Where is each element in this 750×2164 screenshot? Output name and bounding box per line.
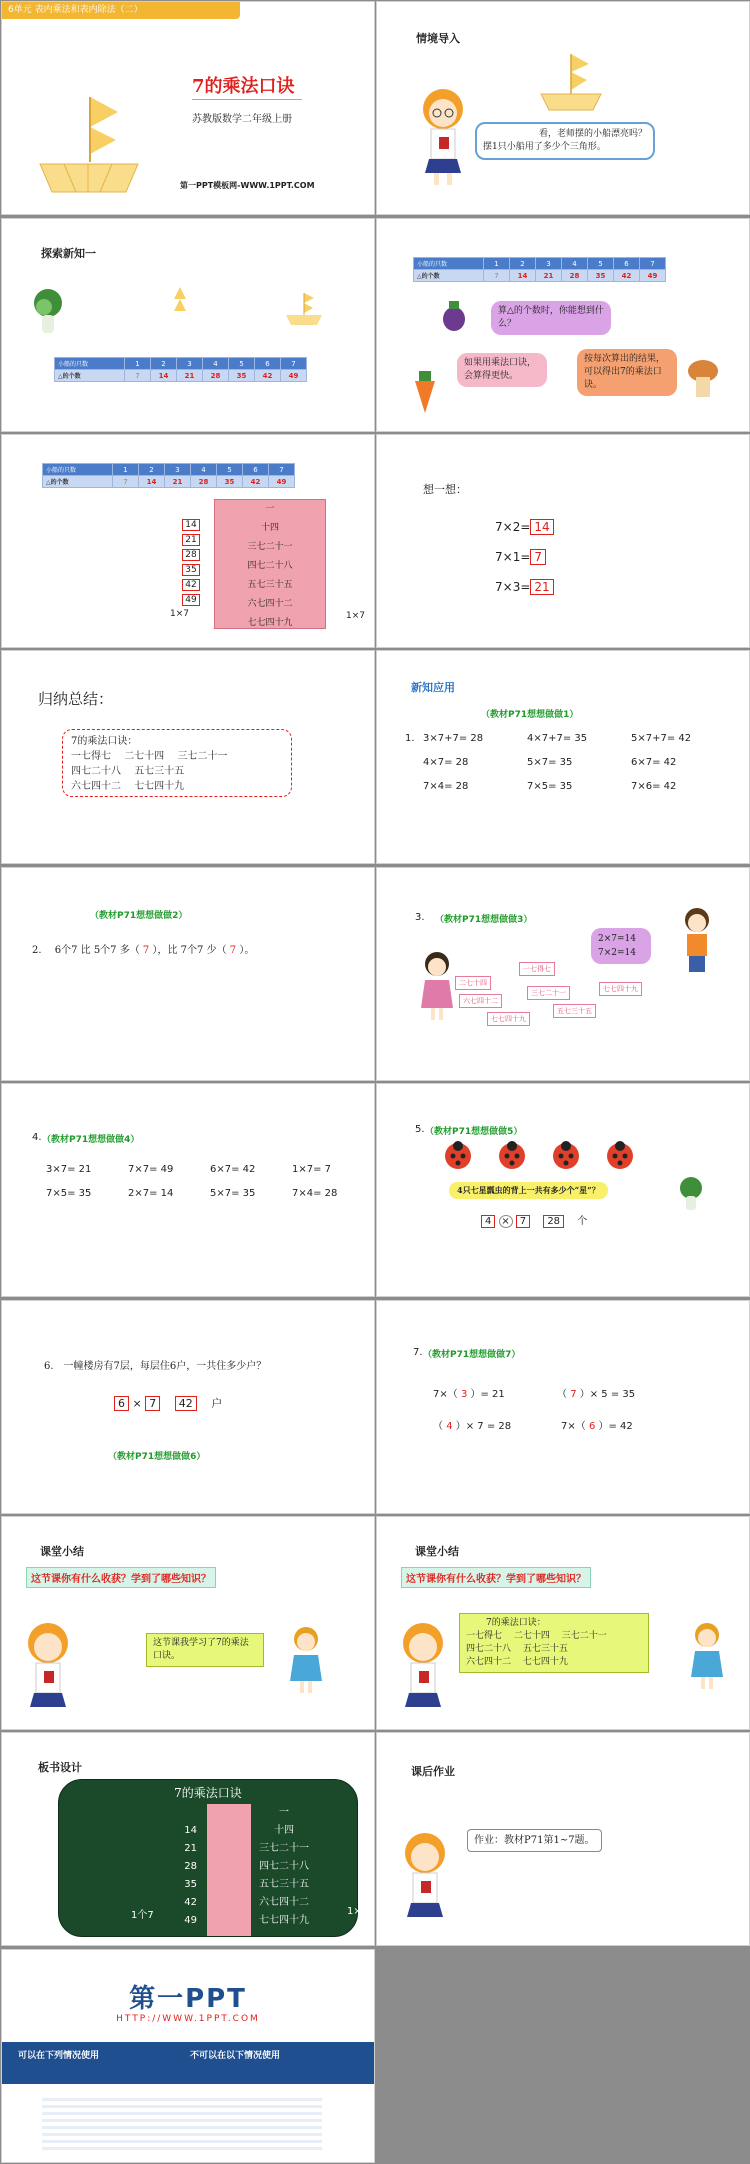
teacher-figure xyxy=(395,1621,450,1721)
table-cell: 42 xyxy=(614,270,640,282)
bubble-line: 7×2=14 xyxy=(598,948,636,958)
table-cell: 3 xyxy=(177,358,203,370)
table-cell: 7 xyxy=(113,476,139,488)
exercise-number: 3. xyxy=(415,912,425,923)
table-header: △的个数 xyxy=(414,270,484,282)
table-header: 小船的只数 xyxy=(43,464,113,476)
boy-figure xyxy=(677,906,717,976)
table-cell: 42 xyxy=(243,476,269,488)
fill-blank: （ 4 ）× 7 = 28 xyxy=(433,1421,512,1432)
rhyme-row: 一七得七 二七十四 三七二十一 xyxy=(466,1631,607,1641)
equation: 1×7= 7 xyxy=(292,1164,332,1175)
bubble-line: 看，老师摆的小船漂亮吗？ xyxy=(538,129,647,139)
fill-blank: （ 7 ）× 5 = 35 xyxy=(557,1389,636,1400)
table-cell: 28 xyxy=(562,270,588,282)
answer-box: 21 xyxy=(530,579,553,595)
equation: 3×7= 21 xyxy=(46,1164,92,1175)
table-cell: 14 xyxy=(139,476,165,488)
table-cell: 49 xyxy=(640,270,666,282)
girl-figure xyxy=(687,1621,727,1693)
table-cell: 4 xyxy=(191,464,217,476)
slide-class-summary-1[interactable] xyxy=(1,1516,375,1730)
can-use-title: 可以在下列情况使用 xyxy=(18,2051,100,2061)
table-cell: 5 xyxy=(588,258,614,270)
sailboat-icon xyxy=(284,291,324,327)
rhyme-head: 7的乘法口诀： xyxy=(486,1618,546,1628)
usage-band xyxy=(2,2042,375,2084)
table-cell: 3 xyxy=(536,258,562,270)
equation: 7×6= 42 xyxy=(631,781,677,792)
lesson-title: 7的乘法口诀 xyxy=(192,76,295,97)
answer-box: 7 xyxy=(530,549,546,565)
product-cell: 14 xyxy=(184,1825,197,1836)
orange-bubble: 按每次算出的结果，可以得出7的乘法口诀。 xyxy=(577,349,677,396)
product-cell: 28 xyxy=(182,549,200,561)
equation-row: 7×3= 21 xyxy=(495,579,554,595)
equation: 7×5= 35 xyxy=(46,1188,92,1199)
boat-table xyxy=(413,257,666,282)
product-cell: 49 xyxy=(184,1915,197,1926)
equation: 6×7= 42 xyxy=(631,757,677,768)
slide-explore[interactable] xyxy=(1,218,375,432)
table-cell: 7 xyxy=(640,258,666,270)
answer-box: 28 xyxy=(543,1215,564,1228)
clipped-label: 1×7 xyxy=(346,611,365,621)
rhyme-line: 一 xyxy=(265,504,275,514)
equation: 6×7= 42 xyxy=(210,1164,256,1175)
rhyme-line: 五七三十五 xyxy=(259,1879,309,1890)
equation-row: 7×1= 7 xyxy=(495,549,546,565)
equation: 3×7+7= 28 xyxy=(423,733,484,744)
rhyme-card[interactable]: 七七四十九 xyxy=(487,1012,530,1026)
boat-table xyxy=(54,357,307,382)
slide-summary[interactable] xyxy=(1,650,375,864)
think-title: 想一想： xyxy=(423,483,467,496)
table-header: 小船的只数 xyxy=(55,358,125,370)
section-label: 板书设计 xyxy=(38,1761,82,1774)
slide-apply-4[interactable] xyxy=(1,1083,375,1297)
rhyme-summary-box xyxy=(62,729,292,797)
answer-box: 7 xyxy=(145,1396,160,1411)
equation: 5×7+7= 42 xyxy=(631,733,692,744)
product-cell: 42 xyxy=(182,579,200,591)
carrot-icon xyxy=(411,369,439,413)
section-label: 探索新知一 xyxy=(41,247,96,260)
equation: 5×7= 35 xyxy=(210,1188,256,1199)
answer-row: 6 × 7 42 户 xyxy=(114,1395,222,1411)
section-label: 新知应用 xyxy=(411,681,455,694)
table-cell: 7 xyxy=(484,270,510,282)
teacher-figure xyxy=(20,1621,75,1721)
table-cell: 7 xyxy=(269,464,295,476)
rhyme-line: 十四 xyxy=(274,1825,294,1836)
rhyme-row: 一七得七 二七十四 三七二十一 xyxy=(71,751,228,762)
table-cell: 42 xyxy=(255,370,281,382)
question-line: 6. 一幢楼房有7层，每层住6户，一共住多少户？ xyxy=(44,1361,267,1372)
slide-apply-6[interactable] xyxy=(1,1300,375,1514)
slide-apply-3[interactable] xyxy=(376,867,750,1081)
summary-title: 归纳总结： xyxy=(38,690,114,708)
table-cell: 49 xyxy=(281,370,307,382)
section-label: 课堂小结 xyxy=(415,1545,459,1558)
rhyme-line: 三七二十一 xyxy=(259,1843,309,1854)
rhyme-line: 十四 xyxy=(260,523,279,533)
product-cell: 35 xyxy=(182,564,200,576)
slide-class-summary-2[interactable] xyxy=(376,1516,750,1730)
slide-apply-1[interactable] xyxy=(376,650,750,864)
slide-apply-5[interactable] xyxy=(376,1083,750,1297)
table-cell: 5 xyxy=(217,464,243,476)
table-cell: 14 xyxy=(510,270,536,282)
product-cell: 28 xyxy=(184,1861,197,1872)
site-credit: 第一PPT模板网-WWW.1PPT.COM xyxy=(180,181,315,190)
girl-figure xyxy=(286,1625,326,1697)
product-cell: 49 xyxy=(182,594,200,606)
table-cell: 7 xyxy=(281,358,307,370)
fill-blank: 7×（ 3 ）= 21 xyxy=(433,1389,505,1400)
pink-bubble: 如果用乘法口诀，会算得更快。 xyxy=(457,353,547,387)
slide-multiplication-table[interactable] xyxy=(1,434,375,648)
product-cell: 42 xyxy=(184,1897,197,1908)
answer: 7 xyxy=(142,945,150,956)
exercise-number: 4. xyxy=(32,1132,42,1143)
lesson-subtitle: 苏教版数学二年级上册 xyxy=(192,114,292,125)
table-header: △的个数 xyxy=(55,370,125,382)
product-column xyxy=(182,519,200,609)
table-cell: 3 xyxy=(165,464,191,476)
board-left-note: 1个7 xyxy=(131,1910,154,1921)
rhyme-line: 七七四十九 xyxy=(259,1915,309,1926)
exercise-ref: （教材P71想想做做4） xyxy=(42,1135,140,1145)
section-label: 情境导入 xyxy=(416,32,460,45)
fill-blank: 7×（ 6 ）= 42 xyxy=(561,1421,633,1432)
table-cell: 21 xyxy=(177,370,203,382)
purple-bubble: 算△的个数时，你能想到什么？ xyxy=(491,301,611,335)
table-cell: 1 xyxy=(484,258,510,270)
product-cell: 14 xyxy=(182,519,200,531)
bubble-line: 2×7=14 xyxy=(598,934,636,944)
answer-box: 6 xyxy=(114,1396,129,1411)
section-label: 课后作业 xyxy=(411,1765,455,1778)
slide-homework[interactable] xyxy=(376,1732,750,1946)
homework-note: 作业：教材P71第1~7题。 xyxy=(467,1829,602,1852)
exercise-number: 1. xyxy=(405,733,415,744)
rhyme-card[interactable]: 一七得七 xyxy=(519,962,555,976)
equation: 7×7= 49 xyxy=(128,1164,174,1175)
product-cell: 21 xyxy=(184,1843,197,1854)
product-cell: 21 xyxy=(182,534,200,546)
table-cell: 2 xyxy=(151,358,177,370)
table-cell: 21 xyxy=(165,476,191,488)
exercise-number: 5. xyxy=(415,1124,425,1135)
rhyme-card[interactable]: 五七三十五 xyxy=(553,1004,596,1018)
exercise-ref: （教材P71想想做做7） xyxy=(423,1350,521,1360)
summary-answer: 这节课我学习了7的乘法口诀。 xyxy=(146,1633,264,1667)
equation: 4×7= 28 xyxy=(423,757,469,768)
summary-question: 这节课你有什么收获？学到了哪些知识？ xyxy=(401,1567,591,1588)
summary-question: 这节课你有什么收获？学到了哪些知识？ xyxy=(26,1567,216,1588)
slide-title[interactable] xyxy=(1,1,375,215)
rhyme-line: 一 xyxy=(279,1807,289,1818)
table-cell: 21 xyxy=(536,270,562,282)
rhyme-row: 四七二十八 五七三十五 xyxy=(71,766,185,777)
board-title: 7的乘法口诀 xyxy=(174,1786,242,1800)
answer: 7 xyxy=(229,945,237,956)
table-header: △的个数 xyxy=(43,476,113,488)
slide-think[interactable] xyxy=(376,434,750,648)
eggplant-icon xyxy=(439,297,469,333)
product-column xyxy=(167,1804,197,1930)
equation: 4×7+7= 35 xyxy=(527,733,588,744)
table-cell: 35 xyxy=(217,476,243,488)
answer-box: 42 xyxy=(175,1396,197,1411)
equation-row: 7×2= 14 xyxy=(495,519,554,535)
table-cell: 5 xyxy=(229,358,255,370)
site-url[interactable]: HTTP://WWW.1PPT.COM xyxy=(116,2014,260,2024)
question-line: 2. 6个7 比 5个7 多（ 7 ），比 7个7 少（ 7 ）。 xyxy=(32,945,255,956)
cannot-use-title: 不可以在以下情况使用 xyxy=(190,2051,281,2061)
board-right-note: 1× xyxy=(347,1906,362,1917)
teacher-figure xyxy=(415,87,470,187)
ladybug-row-icon xyxy=(443,1140,643,1172)
slide-intro[interactable] xyxy=(376,1,750,215)
rhyme-row: 六七四十二 七七四十九 xyxy=(466,1657,568,1667)
question-banner: 4只七星瓢虫的背上一共有多少个“星”？ xyxy=(449,1182,608,1199)
table-cell: 28 xyxy=(191,476,217,488)
equation: 2×7= 14 xyxy=(128,1188,174,1199)
rhyme-line: 四七二十八 xyxy=(259,1861,309,1872)
boat-table xyxy=(42,463,295,488)
table-cell: 4 xyxy=(203,358,229,370)
rhyme-line: 四七二十八 xyxy=(247,561,293,571)
slide-discussion[interactable] xyxy=(376,218,750,432)
rhyme-row: 六七四十二 七七四十九 xyxy=(71,781,185,792)
equation: 7×4= 28 xyxy=(292,1188,338,1199)
section-label: 课堂小结 xyxy=(40,1545,84,1558)
answer-row: 4 × 7 28 个 xyxy=(481,1212,587,1228)
slide-board-design[interactable] xyxy=(1,1732,375,1946)
answer-box: 7 xyxy=(516,1215,530,1228)
sailboat-icon xyxy=(38,92,148,202)
answer-box: 14 xyxy=(530,519,553,535)
slide-credits[interactable] xyxy=(1,1949,375,2163)
triangle-stack-icon xyxy=(172,287,188,313)
table-cell: 14 xyxy=(151,370,177,382)
exercise-number: 7. xyxy=(413,1347,423,1358)
rhyme-line: 七七四十九 xyxy=(247,618,293,628)
table-cell: 2 xyxy=(139,464,165,476)
cabbage-icon xyxy=(677,1176,705,1212)
rhyme-line: 六七四十二 xyxy=(259,1897,309,1908)
teacher-figure xyxy=(397,1831,452,1931)
rhyme-head: 7的乘法口诀： xyxy=(71,736,138,747)
table-cell: 35 xyxy=(588,270,614,282)
table-cell: 4 xyxy=(562,258,588,270)
table-header: 小船的只数 xyxy=(414,258,484,270)
slide-apply-7[interactable] xyxy=(376,1300,750,1514)
rhyme-summary-box xyxy=(459,1613,649,1673)
table-cell: 28 xyxy=(203,370,229,382)
exercise-ref: （教材P71想想做做6） xyxy=(108,1452,206,1462)
table-cell: 35 xyxy=(229,370,255,382)
rhyme-row: 四七二十八 五七三十五 xyxy=(466,1644,568,1654)
product-cell: 35 xyxy=(184,1879,197,1890)
table-cell: 1 xyxy=(125,358,151,370)
table-cell: 7 xyxy=(125,370,151,382)
equation: 7×4= 28 xyxy=(423,781,469,792)
table-cell: 2 xyxy=(510,258,536,270)
rhyme-card[interactable]: 六七四十二 xyxy=(459,994,502,1008)
site-logo: 第一PPT xyxy=(129,1984,247,2014)
rhyme-line: 三七二十一 xyxy=(247,542,293,552)
rhyme-card[interactable]: 三七二十一 xyxy=(527,986,570,1000)
teacher-bubble xyxy=(475,122,655,160)
exercise-ref: （教材P71想想做做2） xyxy=(90,911,188,921)
answer-box: 4 xyxy=(481,1215,495,1228)
exercise-ref: （教材P71想想做做5） xyxy=(425,1127,523,1137)
equation-bubble xyxy=(591,928,651,964)
slide-apply-2[interactable] xyxy=(1,867,375,1081)
table-cell: 1 xyxy=(113,464,139,476)
rhyme-card[interactable]: 二七十四 xyxy=(455,976,491,990)
exercise-ref: （教材P71想想做做3） xyxy=(435,915,533,925)
rhyme-column xyxy=(214,499,326,629)
first-line: 1×7 xyxy=(170,609,190,619)
equation: 5×7= 35 xyxy=(527,757,573,768)
rhyme-line: 六七四十二 xyxy=(247,599,293,609)
cabbage-icon xyxy=(30,287,66,335)
rhyme-lines xyxy=(239,1804,329,1930)
link-list xyxy=(42,2094,322,2154)
mushroom-icon xyxy=(687,359,719,399)
bubble-line: 摆1只小船用了多少个三角形。 xyxy=(483,142,606,152)
table-cell: 6 xyxy=(614,258,640,270)
blackboard xyxy=(58,1779,362,1937)
table-cell: 6 xyxy=(255,358,281,370)
rhyme-card[interactable]: 七七四十九 xyxy=(599,982,642,996)
equation: 7×5= 35 xyxy=(527,781,573,792)
unit-header: 6单元 表内乘法和表内除法（二） xyxy=(2,2,240,19)
sailboat-icon xyxy=(537,52,607,112)
table-cell: 6 xyxy=(243,464,269,476)
exercise-ref: （教材P71想想做做1） xyxy=(481,710,579,720)
rhyme-line: 五七三十五 xyxy=(247,580,293,590)
table-cell: 49 xyxy=(269,476,295,488)
girl-figure xyxy=(417,950,457,1022)
